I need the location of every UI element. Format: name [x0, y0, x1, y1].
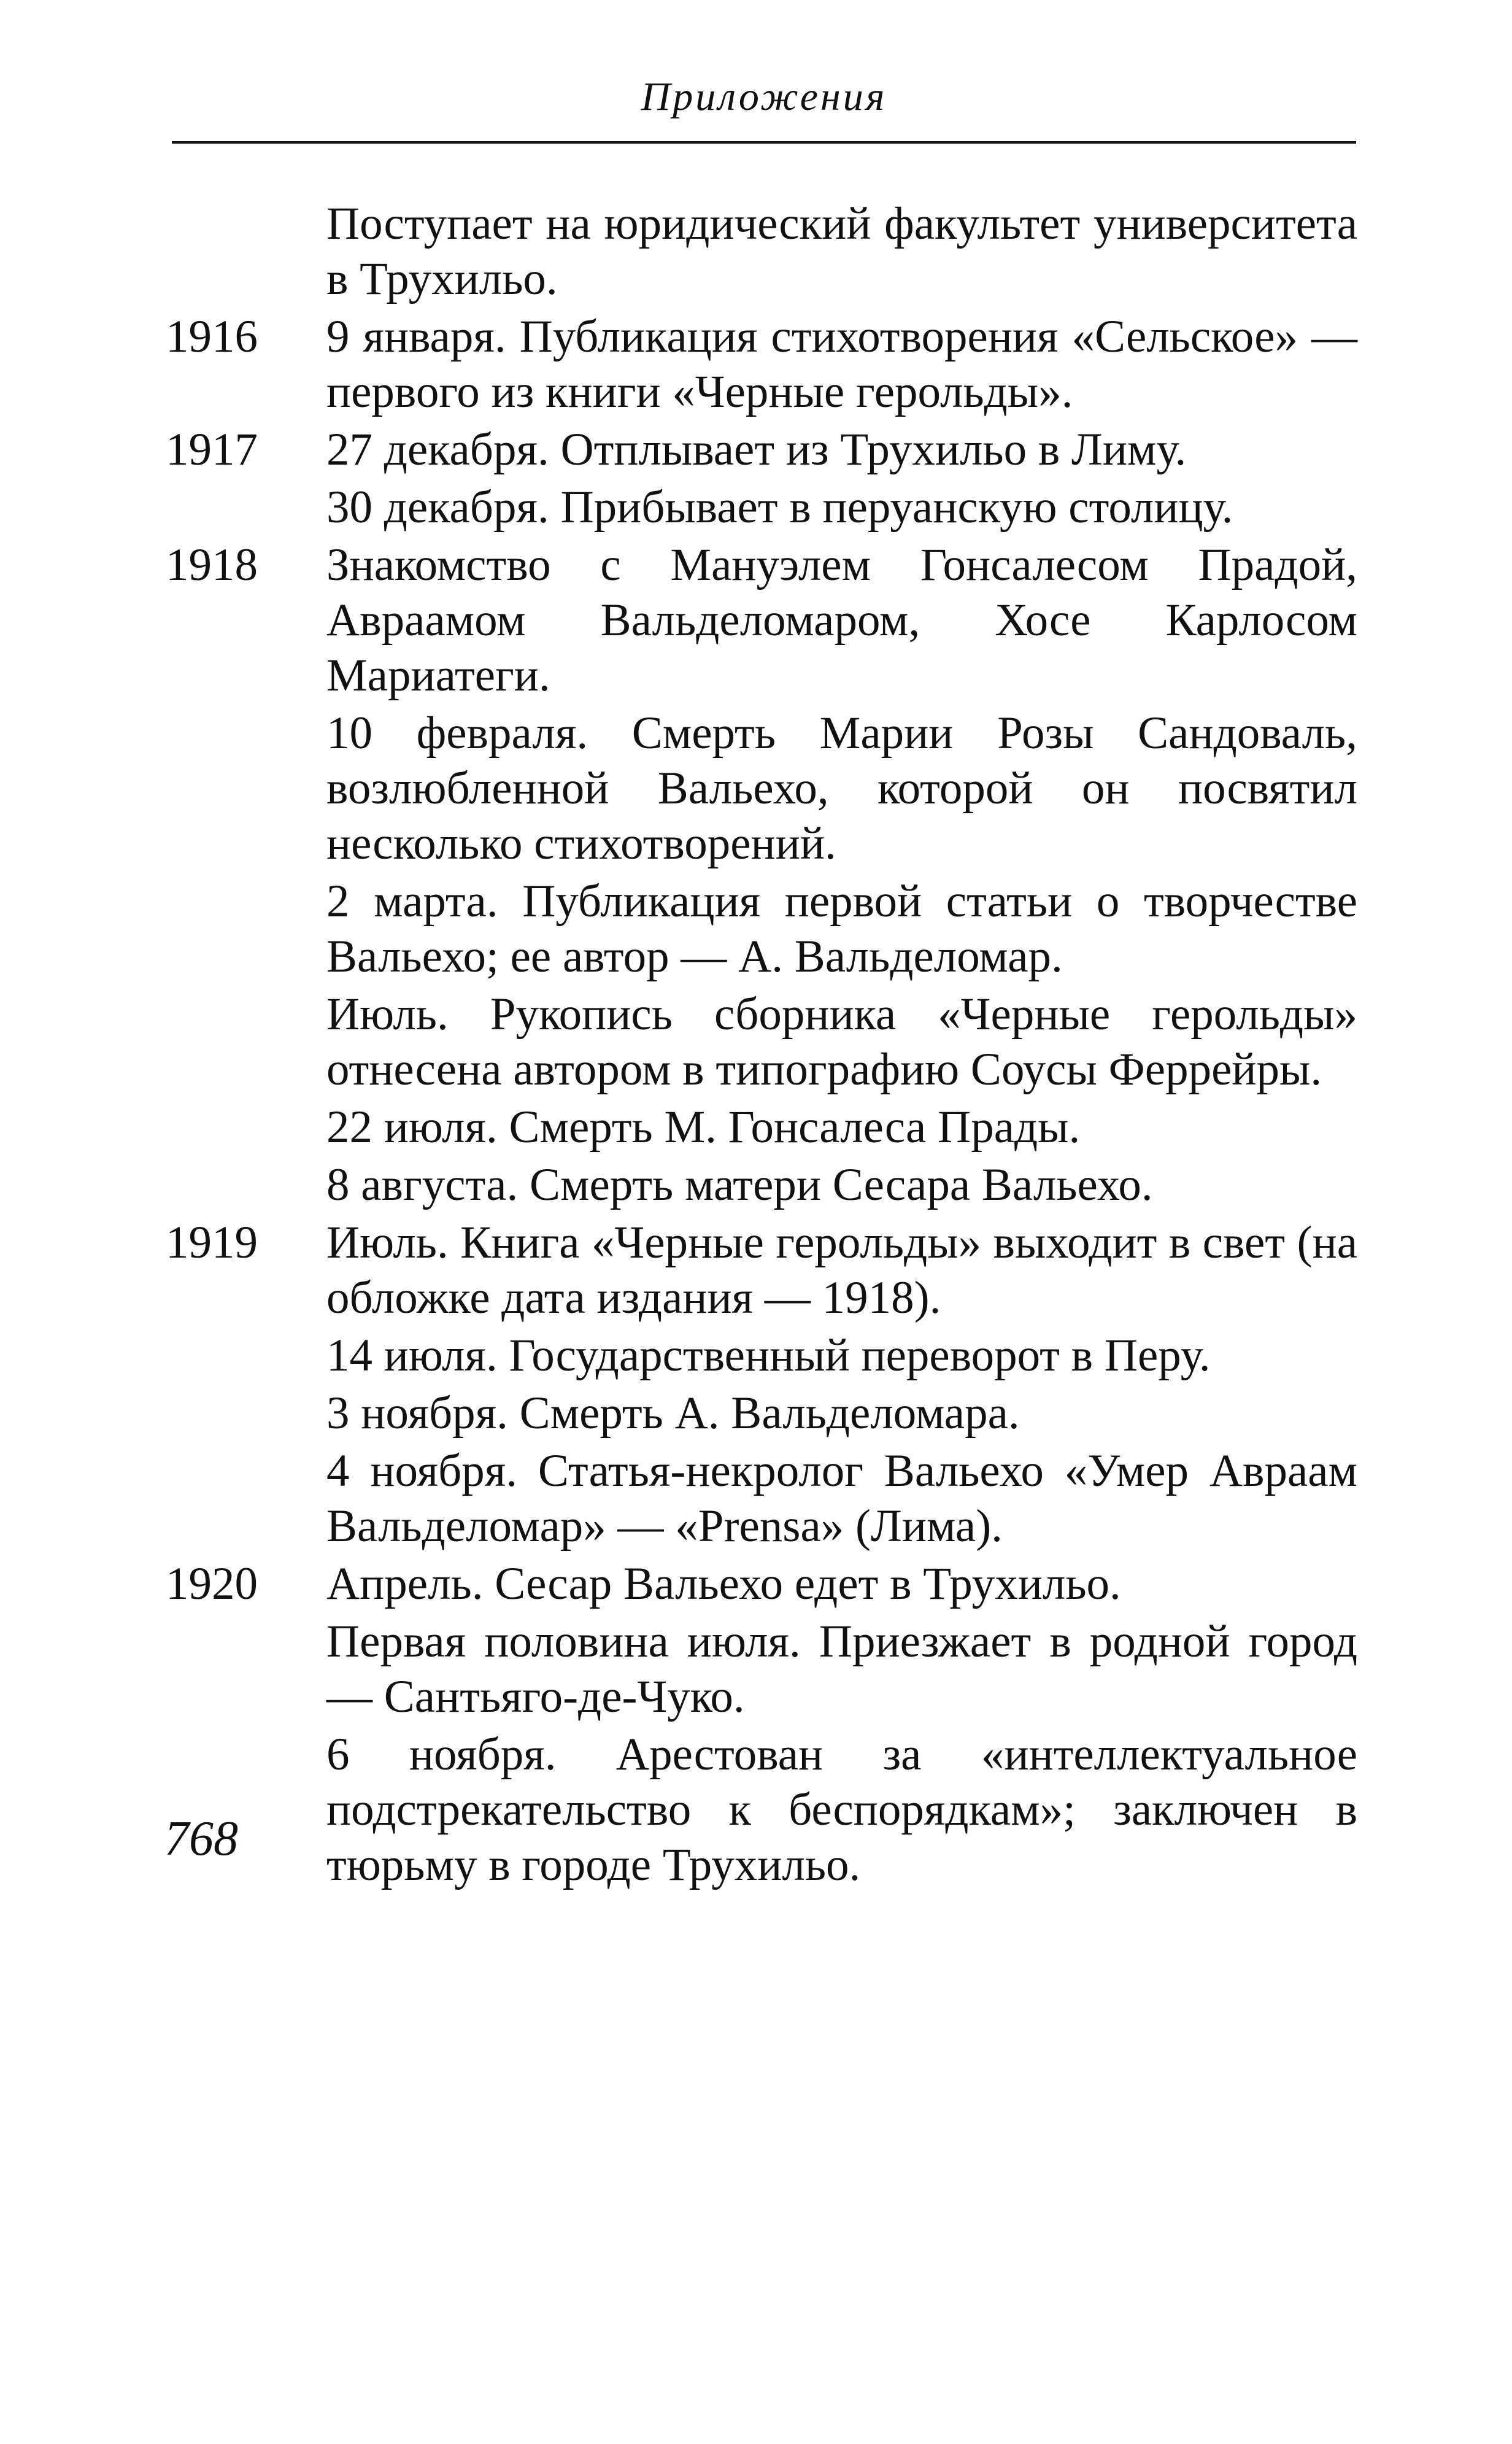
- year-block: [166, 309, 1357, 422]
- year-label: 1918: [166, 539, 258, 590]
- chronology-entry: 6 ноября. Арестован за «интеллектуальное подстрекательство к беспорядкам»; заключен в тюрьму в городе Трухильо.: [326, 1729, 1357, 1890]
- year-entries: [326, 1215, 1357, 1557]
- chronology-entry: Июль. Книга «Черные герольды» выходит в свет (на обложке дата издания — 1918).: [326, 1217, 1357, 1323]
- chronology-entry: 3 ноября. Смерть А. Вальделомара.: [326, 1388, 1020, 1439]
- chronology-entry: 27 декабря. Отплывает из Трухильо в Лиму.: [326, 424, 1187, 475]
- year-entries: [326, 422, 1357, 538]
- chronology-entry: Знакомство с Мануэлем Гонсалесом Прадой, Авраамом Вальделомаром, Хосе Карлосом Мариатеги.: [326, 539, 1357, 701]
- year-block: [166, 196, 1357, 309]
- chronology-entry: 22 июля. Смерть М. Гонсалеса Прады.: [326, 1102, 1081, 1153]
- year-block: [166, 1215, 1357, 1557]
- year-entries: [326, 1557, 1357, 1895]
- year-label: 1919: [166, 1217, 258, 1268]
- year-entries: [326, 196, 1357, 309]
- chronology-entry: Июль. Рукопись сборника «Черные герольды» отнесена автором в типографию Соусы Феррейры.: [326, 989, 1357, 1095]
- chronology-entry: 2 марта. Публикация первой статьи о творчестве Вальехо; ее автор — А. Вальделомар.: [326, 876, 1357, 982]
- year-block: [166, 1557, 1357, 1895]
- chronology-entry: Апрель. Сесар Вальехо едет в Трухильо.: [326, 1558, 1121, 1609]
- running-title: Приложения: [641, 74, 887, 119]
- year-entries: [326, 538, 1357, 1215]
- chronology: [166, 196, 1357, 1895]
- chronology-entry: Поступает на юридический факультет университета в Трухильо.: [326, 198, 1357, 304]
- year-entries: [326, 309, 1357, 422]
- year-block: [166, 538, 1357, 1215]
- chronology-entry: 8 августа. Смерть матери Сесара Вальехо.: [326, 1159, 1153, 1210]
- year-label: 1920: [166, 1558, 258, 1609]
- year-block: [166, 422, 1357, 538]
- chronology-entry: 9 января. Публикация стихотворения «Сельское» — первого из книги «Черные герольды».: [326, 311, 1357, 417]
- header-rule: [172, 141, 1356, 144]
- year-label: 1917: [166, 424, 258, 475]
- chronology-entry: 10 февраля. Смерть Марии Розы Сандоваль, возлюбленной Вальехо, которой он посвятил несколько стихотворений.: [326, 708, 1357, 869]
- chronology-entry: 30 декабря. Прибывает в перуанскую столицу.: [326, 482, 1233, 533]
- chronology-entry: 4 ноября. Статья-некролог Вальехо «Умер Авраам Вальделомар» — «Prensa» (Лима).: [326, 1445, 1357, 1552]
- chronology-entry: Первая половина июля. Приезжает в родной город — Сантьяго-де-Чуко.: [326, 1616, 1357, 1722]
- chronology-entry: 14 июля. Государственный переворот в Перу.: [326, 1330, 1211, 1381]
- year-label: 1916: [166, 311, 258, 362]
- page-number: 768: [164, 1812, 238, 1866]
